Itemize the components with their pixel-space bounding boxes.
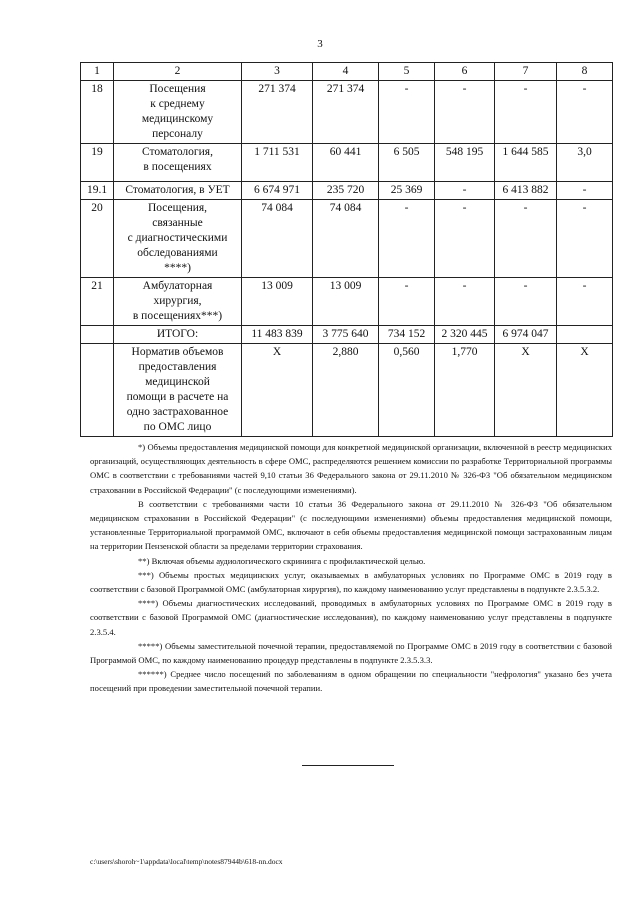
footnote: ****) Объемы диагностических исследований, проводимых в амбулаторных условиях по Программе ОМС в 2019 году в соответствии с базовой Программой ОМС (диагностические исследования), по каждому наименованию услуг представлены в подпункте 2.3.5.4. — [90, 598, 612, 637]
value-cell: 271 374 — [313, 81, 379, 144]
divider-line — [302, 765, 394, 766]
value-cell: 1 644 585 — [495, 144, 557, 182]
row-name-cell: Посещения к среднему медицинскому персоналу — [114, 81, 242, 144]
row-number-cell — [81, 326, 114, 344]
header-cell: 7 — [495, 63, 557, 81]
footnote: *) Объемы предоставления медицинской помощи для конкретной медицинской организации, включенной в реестр медицинских организаций, осуществляющих деятельность в сфере ОМС, распределяются решением комиссии по разработке Территориальной программы ОМС в соответствии с требованиями частей 9,10 статьи 36 Федерального закона от 29.11.2010 № 326-ФЗ "Об обязательном медицинском страховании в Российской Федерации" (с последующими изменениями). — [90, 442, 612, 495]
footnote: ***) Объемы простых медицинских услуг, оказываемых в амбулаторных условиях по Программе ОМС в 2019 году в соответствии с базовой Программой ОМС (амбулаторная хирургия), по каждому наименованию услуг представлены в подпункте 2.3.5.3.2. — [90, 569, 612, 595]
value-cell: - — [557, 200, 613, 278]
row-number-cell: 18 — [81, 81, 114, 144]
value-cell: - — [495, 81, 557, 144]
value-cell: 6 413 882 — [495, 182, 557, 200]
row-number-cell: 19.1 — [81, 182, 114, 200]
row-name-cell: Стоматология, в посещениях — [114, 144, 242, 182]
value-cell: 6 505 — [379, 144, 435, 182]
value-cell: 13 009 — [242, 278, 313, 326]
value-cell: - — [379, 81, 435, 144]
value-cell: 548 195 — [435, 144, 495, 182]
header-cell: 5 — [379, 63, 435, 81]
header-cell: 6 — [435, 63, 495, 81]
value-cell: - — [379, 200, 435, 278]
header-cell: 8 — [557, 63, 613, 81]
table-row — [81, 344, 613, 437]
value-cell: 60 441 — [313, 144, 379, 182]
value-cell: 6 674 971 — [242, 182, 313, 200]
value-cell: 2,880 — [313, 344, 379, 437]
table-row — [81, 200, 613, 278]
value-cell: - — [435, 182, 495, 200]
row-number-cell: 21 — [81, 278, 114, 326]
table-row — [81, 144, 613, 182]
header-cell: 3 — [242, 63, 313, 81]
volumes-table — [80, 62, 613, 437]
value-cell: 3 775 640 — [313, 326, 379, 344]
value-cell: 2 320 445 — [435, 326, 495, 344]
value-cell: 13 009 — [313, 278, 379, 326]
value-cell: 6 974 047 — [495, 326, 557, 344]
value-cell: 11 483 839 — [242, 326, 313, 344]
row-name-cell: Амбулаторная хирургия, в посещениях***) — [114, 278, 242, 326]
row-name-cell: ИТОГО: — [114, 326, 242, 344]
file-path: c:\users\shoroh~1\appdata\local\temp\notes87944b\618-nn.docx — [90, 857, 283, 866]
value-cell: 74 084 — [242, 200, 313, 278]
value-cell: 734 152 — [379, 326, 435, 344]
value-cell: 0,560 — [379, 344, 435, 437]
header-cell: 1 — [81, 63, 114, 81]
row-number-cell: 19 — [81, 144, 114, 182]
value-cell: 1,770 — [435, 344, 495, 437]
value-cell: X — [242, 344, 313, 437]
row-number-cell: 20 — [81, 200, 114, 278]
value-cell: - — [435, 81, 495, 144]
value-cell: 25 369 — [379, 182, 435, 200]
value-cell: 74 084 — [313, 200, 379, 278]
table-row — [81, 182, 613, 200]
value-cell: 1 711 531 — [242, 144, 313, 182]
value-cell: - — [557, 278, 613, 326]
row-name-cell: Норматив объемов предоставления медицинской помощи в расчете на одно застрахованное по ОМС лицо — [114, 344, 242, 437]
header-cell: 4 — [313, 63, 379, 81]
value-cell: 3,0 — [557, 144, 613, 182]
value-cell: - — [435, 278, 495, 326]
table-header-row — [81, 63, 613, 81]
row-number-cell — [81, 344, 114, 437]
table-row — [81, 326, 613, 344]
value-cell: X — [495, 344, 557, 437]
value-cell: - — [435, 200, 495, 278]
footnote: В соответствии с требованиями части 10 статьи 36 Федерального закона от 29.11.2010 № 326-ФЗ "Об обязательном медицинском страховании в Российской Федерации" (с последующими изменениями) объемы предоставления медицинской помощи, установленные Территориальной программой ОМС, включают в себя объемы предоставления медицинской помощи застрахованным лицам на территории Пензенской области за пределами территории страхования. — [90, 498, 612, 552]
value-cell: - — [379, 278, 435, 326]
value-cell: X — [557, 344, 613, 437]
value-cell — [557, 326, 613, 344]
value-cell: - — [495, 278, 557, 326]
value-cell: 271 374 — [242, 81, 313, 144]
row-name-cell: Посещения, связанные с диагностическими обследованиями ****) — [114, 200, 242, 278]
page-number: 3 — [317, 38, 323, 50]
row-name-cell: Стоматология, в УЕТ — [114, 182, 242, 200]
value-cell: - — [495, 200, 557, 278]
footnote: ******) Среднее число посещений по заболеваниям в одном обращении по специальности "нефрология" указано без учета посещений при проведении заместительной почечной терапии. — [90, 669, 612, 694]
value-cell: 235 720 — [313, 182, 379, 200]
footnotes — [90, 440, 612, 696]
value-cell: - — [557, 182, 613, 200]
table-row — [81, 278, 613, 326]
footnote: *****) Объемы заместительной почечной терапии, предоставляемой по Программе ОМС в 2019 году в соответствии с базовой Программой ОМС, по каждому наименованию процедур представлены в подпункте 2.3.5.3.3. — [90, 640, 612, 666]
header-cell: 2 — [114, 63, 242, 81]
footnote: **) Включая объемы аудиологического скрининга с профилактической целью. — [138, 555, 426, 566]
table-row — [81, 81, 613, 144]
value-cell: - — [557, 81, 613, 144]
